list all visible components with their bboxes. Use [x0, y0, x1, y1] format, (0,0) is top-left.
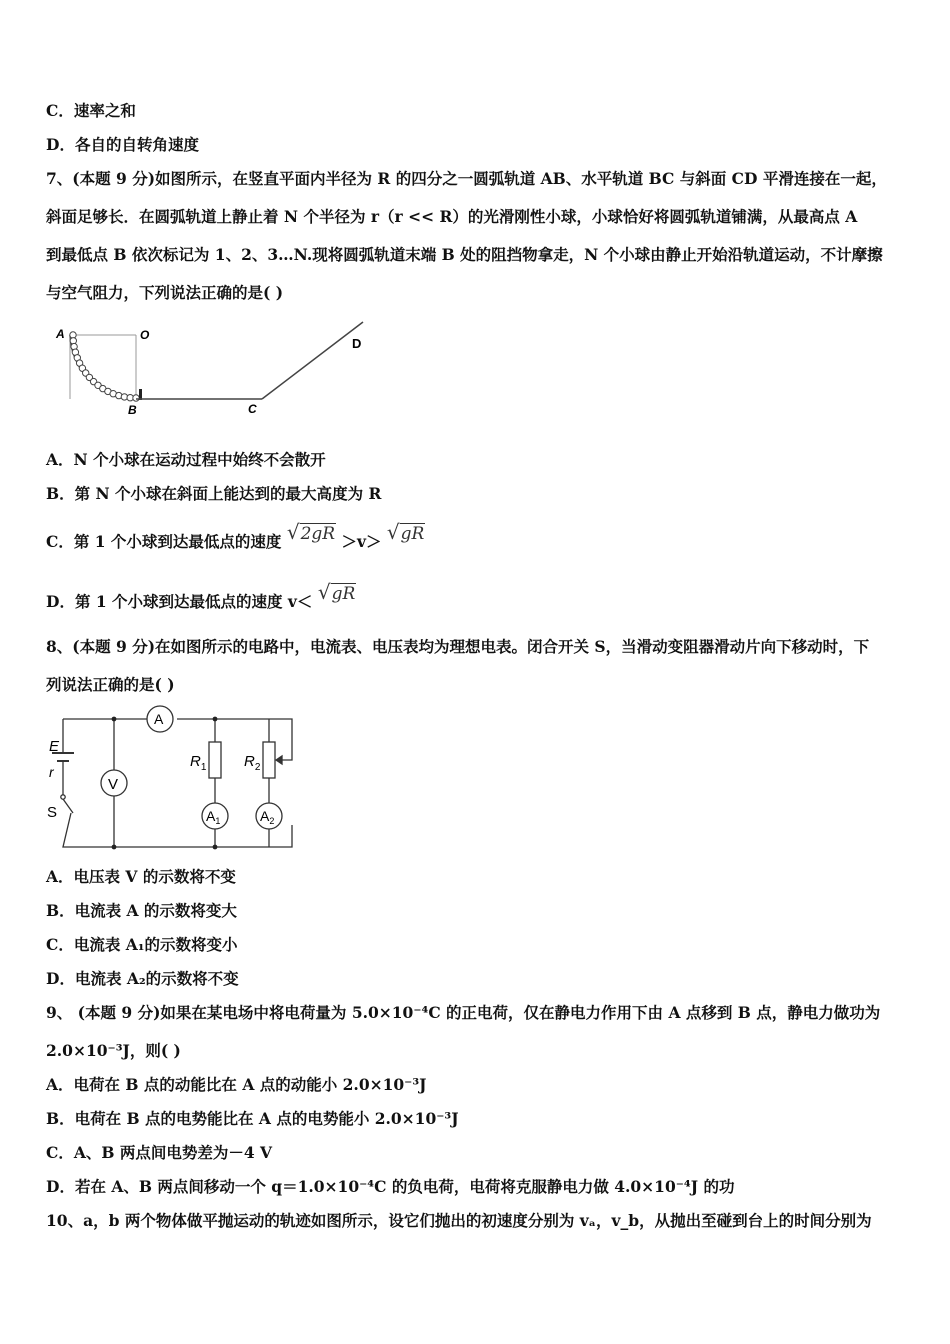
- q9-stem-line-1: 9、 (本题 9 分)如果在某电场中将电荷量为 5.0×10⁻⁴C 的正电荷，仅在静电力作用下由 A 点移到 B 点，静电力做功为: [46, 1003, 881, 1022]
- resistor-r1-label: $R_1$: [190, 753, 207, 773]
- q10-stem-line-1: 10、a，b 两个物体做平抛运动的轨迹如图所示，设它们抛出的初速度分别为 vₐ，v_b，从抛出至碰到台上的时间分别为: [46, 1211, 872, 1230]
- label-r: r: [49, 764, 54, 780]
- q8-option-d: D．电流表 A₂的示数将不变: [46, 969, 239, 988]
- q7-option-d: [46, 580, 356, 612]
- q8-stem-line-1: 8、(本题 9 分)在如图所示的电路中，电流表、电压表均为理想电表。闭合开关 S，当滑动变阻器滑动片向下移动时，下: [46, 637, 870, 656]
- label-e: E: [49, 738, 60, 755]
- q7-stem-line-2: 斜面足够长．在圆弧轨道上静止着 N 个半径为 r（r << R）的光滑刚性小球，小球恰好将圆弧轨道铺满，从最高点 A: [46, 207, 858, 226]
- ammeter-a1-label: $A_1$: [206, 808, 221, 826]
- sqrt-gr-expression: √gR: [386, 520, 425, 544]
- q9-option-b: B．电荷在 B 点的电势能比在 A 点的电势能小 2.0×10⁻³J: [46, 1109, 459, 1128]
- sqrt-gr-expression-d: √gR: [317, 580, 356, 604]
- q9-option-a: A．电荷在 B 点的动能比在 A 点的动能小 2.0×10⁻³J: [46, 1075, 427, 1094]
- q9-option-d: D．若在 A、B 两点间移动一个 q＝1.0×10⁻⁴C 的负电荷，电荷将克服静电力做 4.0×10⁻⁴J 的功: [46, 1177, 735, 1196]
- label-o: O: [140, 328, 150, 342]
- label-c: C: [248, 402, 257, 416]
- incline-track: [262, 322, 363, 399]
- ball-chain: [70, 332, 139, 401]
- q9-option-c: C．A、B 两点间电势差为－4 V: [46, 1143, 273, 1162]
- q6-option-d: D．各自的自转角速度: [46, 135, 199, 154]
- q8-circuit-figure: [44, 705, 304, 855]
- q7-stem-line-3: 到最低点 B 依次标记为 1、2、3…N.现将圆弧轨道末端 B 处的阻挡物拿走，N 个小球由静止开始沿轨道运动，不计摩擦: [46, 245, 883, 264]
- label-a: A: [56, 327, 65, 341]
- small-ball: [133, 395, 139, 401]
- q8-option-c: C．电流表 A₁的示数将变小: [46, 935, 238, 954]
- q9-stem-line-2: 2.0×10⁻³J，则( ): [46, 1041, 181, 1060]
- q7-option-a: A．N 个小球在运动过程中始终不会散开: [46, 450, 326, 469]
- q8-option-a: A．电压表 V 的示数将不变: [46, 867, 236, 886]
- q7-stem-line-4: 与空气阻力，下列说法正确的是( ): [46, 283, 284, 302]
- ammeter-a2-label: $A_2$: [260, 808, 275, 826]
- q8-stem-line-2: 列说法正确的是( ): [46, 675, 175, 694]
- q7-option-b: B．第 N 个小球在斜面上能达到的最大高度为 R: [46, 484, 382, 503]
- q7-option-c-middle: ＞v＞: [341, 532, 382, 551]
- label-s: S: [47, 804, 58, 821]
- q7-track-figure: [50, 315, 380, 420]
- voltmeter-label: V: [108, 776, 119, 793]
- q7-option-c: [46, 520, 425, 552]
- q7-option-c-text: C．第 1 个小球到达最低点的速度: [46, 532, 282, 551]
- q6-option-c: C．速率之和: [46, 101, 136, 120]
- label-b: B: [128, 403, 137, 417]
- ammeter-a-label: A: [154, 711, 164, 727]
- sqrt-2gr-expression: √2gR: [286, 520, 336, 544]
- q7-stem-line-1: 7、(本题 9 分)如图所示，在竖直平面内半径为 R 的四分之一圆弧轨道 AB、水平轨道 BC 与斜面 CD 平滑连接在一起，: [46, 169, 887, 188]
- label-d: D: [352, 336, 362, 351]
- q8-option-b: B．电流表 A 的示数将变大: [46, 901, 237, 920]
- q7-option-d-text: D．第 1 个小球到达最低点的速度 v＜: [46, 592, 313, 611]
- resistor-r2-label: $R_2$: [244, 753, 261, 773]
